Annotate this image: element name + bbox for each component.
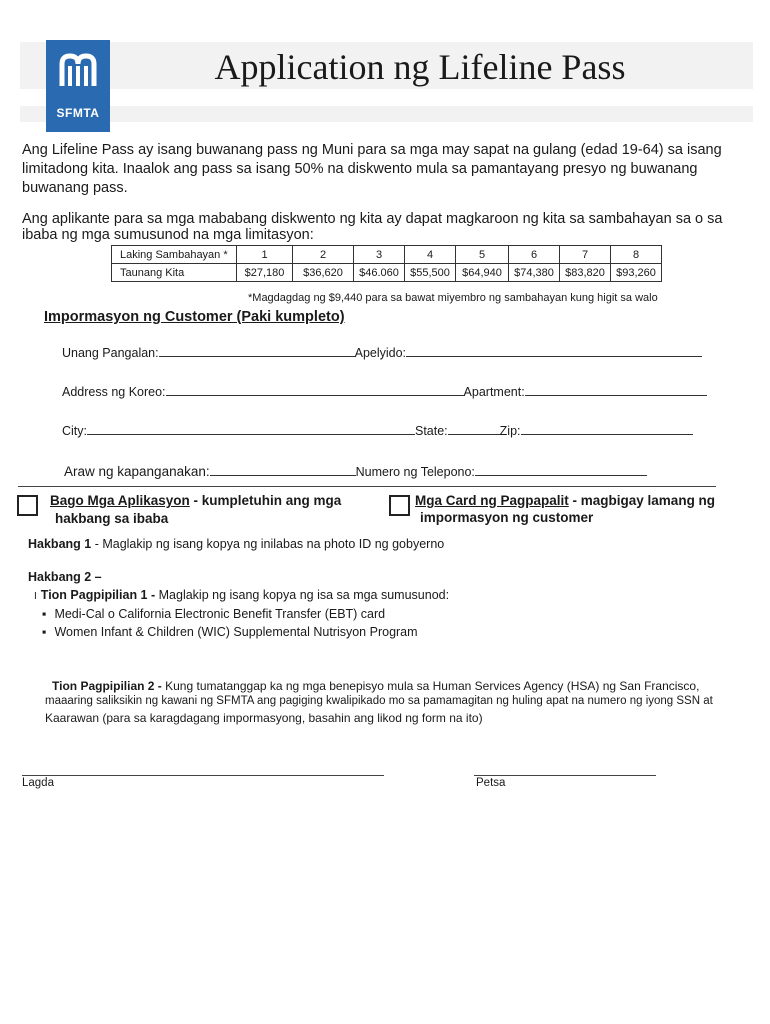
table-cell: 4 [405, 246, 456, 264]
table-cell: $74,380 [509, 264, 560, 282]
replacement-card-rest: - magbigay lamang ng [568, 493, 716, 508]
new-application-rest: - kumpletuhin ang mga [189, 493, 342, 508]
state-label: State: [415, 424, 448, 438]
option-2-text-1: Kung tumatanggap ka ng mga benepisyo mula sa Human Services Agency (HSA) ng San Francisco, [161, 679, 700, 693]
city-row [62, 422, 693, 438]
step-1-text: - Maglakip ng isang kopya ng inilabas na photo ID ng gobyerno [91, 537, 445, 551]
address-label: Address ng Koreo: [62, 385, 166, 399]
title-band-lower [20, 106, 753, 122]
birthday-field[interactable] [210, 463, 356, 476]
zip-field[interactable] [521, 422, 693, 435]
option-2-label: Tion Pagpipilian 2 - [52, 679, 162, 693]
option-1-label: Tion Pagpipilian 1 - [40, 588, 156, 602]
table-cell: 8 [611, 246, 662, 264]
new-application-line2: hakbang sa ibaba [55, 511, 169, 526]
phone-label: Numero ng Telepono: [355, 465, 475, 479]
limits-paragraph: Ang aplikante para sa mga mababang diskwento ng kita ay dapat magkaroon ng kita sa sambahayan sa o sa ibaba ng mga sumusunod na mga limitasyon: [22, 211, 723, 243]
new-application-checkbox[interactable] [17, 495, 38, 516]
option-1 [34, 588, 449, 602]
table-cell: 3 [354, 246, 405, 264]
signature-line[interactable] [22, 775, 384, 776]
table-cell: 6 [509, 246, 560, 264]
address-field[interactable] [166, 383, 464, 396]
date-line[interactable] [474, 775, 656, 776]
table-cell: $93,260 [611, 264, 662, 282]
divider [18, 486, 716, 487]
step-1-label: Hakbang 1 [28, 537, 92, 551]
table-cell: 1 [237, 246, 293, 264]
sfmta-logo [46, 40, 110, 132]
signature-label: Lagda [22, 777, 54, 789]
step-2-label: Hakbang 2 – [28, 570, 102, 584]
table-cell: 7 [560, 246, 611, 264]
table-cell: $64,940 [456, 264, 509, 282]
table-cell: 5 [456, 246, 509, 264]
replacement-card-line2: impormasyon ng customer [420, 510, 594, 525]
zip-label: Zip: [499, 424, 521, 438]
household-size-row [112, 246, 662, 264]
first-name-field[interactable] [159, 344, 355, 357]
option-2 [52, 679, 699, 693]
date-label: Petsa [476, 777, 506, 789]
last-name-field[interactable] [406, 344, 702, 357]
option-2-text-2: maaaring saliksikin ng kawani ng SFMTA ang pagiging kwalipikado mo sa pamamagitan ng huling apat na numero ng iyong SSN at [45, 695, 713, 707]
muni-worm-icon [58, 52, 98, 92]
last-name-label: Apelyido: [354, 346, 407, 360]
apartment-field[interactable] [525, 383, 707, 396]
page-title: Application ng Lifeline Pass [214, 47, 626, 87]
address-row [62, 383, 707, 399]
birthday-label: Araw ng kapanganakan: [64, 464, 210, 479]
customer-info-heading: Impormasyon ng Customer (Paki kumpleto) [44, 309, 345, 325]
new-application-title: Bago Mga Aplikasyon [50, 493, 190, 508]
first-name-row [62, 344, 702, 360]
logo-text: SFMTA [56, 106, 100, 120]
state-field[interactable] [448, 422, 500, 435]
intro-paragraph: Ang Lifeline Pass ay isang buwanang pass ng Muni para sa mga may sapat na gulang (edad 19-64) sa isang limitadong kita. Inaalok ang pass sa isang 50% na diskwento mula sa pamantayang presyo ng buwanang buwanang pass. [22, 142, 722, 196]
table-cell: $83,820 [560, 264, 611, 282]
household-size-label: Laking Sambahayan * [112, 246, 237, 264]
table-cell: 2 [293, 246, 354, 264]
income-table [111, 245, 662, 282]
step-1 [28, 537, 444, 551]
first-name-label: Unang Pangalan: [62, 346, 159, 360]
phone-field[interactable] [475, 463, 647, 476]
table-cell: $46.060 [354, 264, 405, 282]
list-item: ▪ Medi-Cal o California Electronic Benefit Transfer (EBT) card [42, 607, 385, 621]
city-field[interactable] [87, 422, 415, 435]
new-application-text [50, 492, 341, 528]
option-1-text: Maglakip ng isang kopya ng isa sa mga sumusunod: [155, 588, 450, 602]
table-cell: $27,180 [237, 264, 293, 282]
household-note: *Magdagdag ng $9,440 para sa bawat miyembro ng sambahayan kung higit sa walo [248, 292, 658, 304]
annual-income-row [112, 264, 662, 282]
city-label: City: [62, 424, 87, 438]
birthday-row [64, 463, 647, 479]
replacement-card-checkbox[interactable] [389, 495, 410, 516]
annual-income-label: Taunang Kita [112, 264, 237, 282]
table-cell: $55,500 [405, 264, 456, 282]
text-cursor-icon: I [34, 591, 37, 602]
apartment-label: Apartment: [463, 385, 525, 399]
table-cell: $36,620 [293, 264, 354, 282]
option-2-text-3: Kaarawan (para sa karagdagang impormasyong, basahin ang likod ng form na ito) [45, 711, 483, 725]
replacement-card-text [415, 492, 715, 526]
list-item: ▪ Women Infant & Children (WIC) Supplemental Nutrisyon Program [42, 625, 418, 639]
replacement-card-title: Mga Card ng Pagpapalit [415, 493, 569, 508]
